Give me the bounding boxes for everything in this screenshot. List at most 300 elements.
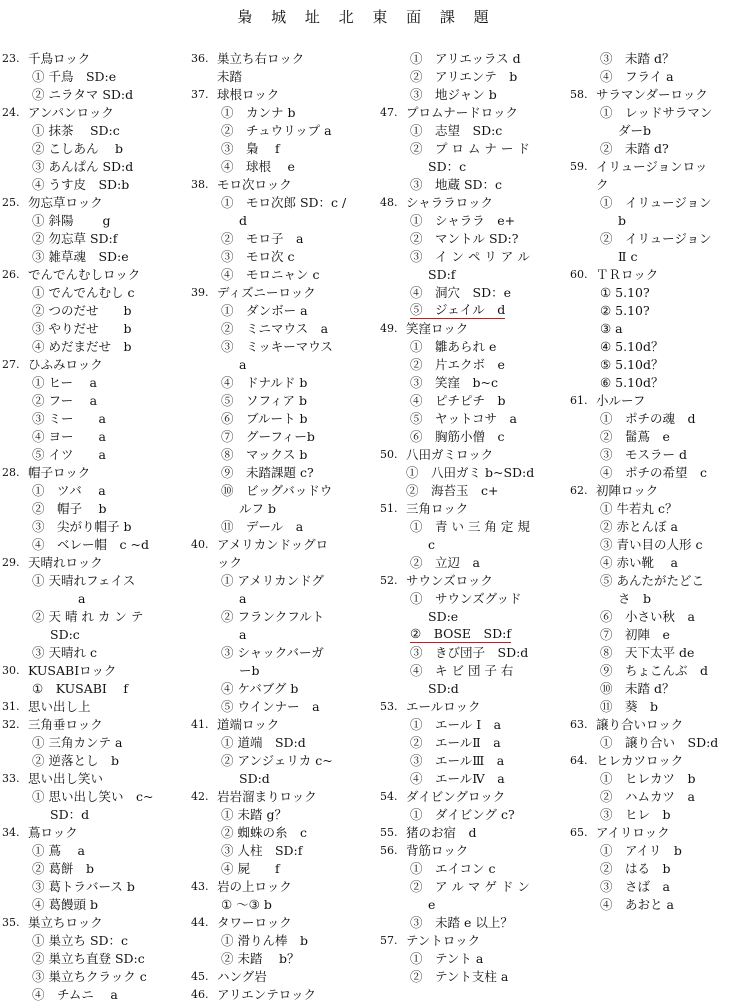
- crag-heading: [2, 662, 183, 680]
- route-text: ② ミニマウス a: [221, 321, 329, 336]
- route-text: ① ヒー a: [32, 375, 97, 390]
- route-text: ① エール Ⅰ a: [410, 717, 502, 732]
- route-text: ④ 球根 e: [221, 159, 295, 174]
- route-line: [2, 140, 183, 158]
- route-line: [570, 626, 730, 644]
- route-text: ⑧ 天下太平 de: [600, 645, 695, 660]
- route-line: [2, 338, 183, 356]
- route-text: ③ a: [600, 321, 623, 336]
- crag-heading: [570, 716, 730, 734]
- crag-heading: [380, 572, 562, 590]
- route-text: ③ 地蔵 SD：c: [410, 177, 503, 192]
- crag-heading: [2, 770, 183, 788]
- route-line: [380, 68, 562, 86]
- route-line: [191, 698, 372, 716]
- route-text: ③ 巣立ちクラック c: [32, 969, 147, 984]
- crag-number: 53.: [380, 700, 398, 713]
- crag-name: 巣立ちロック: [28, 915, 103, 930]
- crag-number: 34.: [2, 826, 20, 839]
- route-text: ① 八田ガミ b~SD:d: [406, 465, 535, 480]
- route-line: [191, 302, 372, 320]
- route-line: [2, 734, 183, 752]
- crag-number: 29.: [2, 556, 20, 569]
- route-line: [380, 968, 562, 986]
- route-text: ② 5.10?: [600, 303, 650, 318]
- route-text: ⑩ 未踏 d？: [600, 681, 675, 696]
- crag-heading: [2, 50, 183, 68]
- route-line: [2, 500, 183, 518]
- route-text: ① イリュージョン: [600, 195, 712, 210]
- route-line: [191, 824, 372, 842]
- route-text: ③ シャックバーガ: [221, 645, 324, 660]
- route-line: [570, 572, 730, 590]
- route-text: ① シャララ e+: [410, 213, 516, 228]
- crag-name: ディズニーロック: [217, 285, 316, 300]
- route-text: ② フー a: [32, 393, 98, 408]
- route-text: ① レッドサラマン: [600, 105, 713, 120]
- route-line: [570, 806, 730, 824]
- crag-number: 36.: [191, 52, 209, 65]
- crag-number: 60.: [570, 268, 588, 281]
- route-line: [2, 680, 183, 698]
- route-line: [570, 50, 730, 68]
- route-text: ③ 梟 f: [221, 141, 280, 156]
- crag-number: 31.: [2, 700, 20, 713]
- route-text: ② 巣立ち直登 SD:c: [32, 951, 145, 966]
- crag-number: 48.: [380, 196, 398, 209]
- route-line: [2, 212, 183, 230]
- route-text: a: [239, 357, 247, 372]
- route-line: [2, 536, 183, 554]
- route-line: [191, 608, 372, 626]
- crag-name: 帽子ロック: [28, 465, 91, 480]
- route-text: ② 勿忘草 SD:f: [32, 231, 118, 246]
- route-text: ③ 青い目の人形 c: [600, 537, 703, 552]
- crag-heading: [570, 266, 730, 284]
- route-text: ⑥ 5.10d？: [600, 375, 664, 390]
- route-line: [570, 428, 730, 446]
- route-line: [191, 212, 372, 230]
- route-text: ① ヒレカツ b: [600, 771, 696, 786]
- crag-number: 43.: [191, 880, 209, 893]
- route-text: SD:c: [50, 627, 80, 642]
- crag-name: イリュージョンロッ: [596, 159, 708, 174]
- crag-number: 45.: [191, 970, 209, 983]
- crag-heading: [191, 968, 372, 986]
- route-text: ③ モロ次 c: [221, 249, 295, 264]
- crag-heading: [191, 86, 372, 104]
- route-line: [2, 626, 183, 644]
- route-line: [570, 500, 730, 518]
- crag-number: 55.: [380, 826, 398, 839]
- crag-name: 三角ロック: [406, 501, 469, 516]
- route-column-1: [2, 50, 183, 1004]
- route-line: [191, 500, 372, 518]
- crag-name: 蔦ロック: [28, 825, 78, 840]
- crag-heading: [380, 500, 562, 518]
- route-line: [570, 446, 730, 464]
- route-line: [380, 554, 562, 572]
- crag-heading: [191, 284, 372, 302]
- route-line: [380, 122, 562, 140]
- route-text: ⑧ マックス b: [221, 447, 308, 462]
- crag-heading: [570, 482, 730, 500]
- route-text: ③ ミー a: [32, 411, 106, 426]
- route-line: [380, 464, 562, 482]
- crag-heading: [191, 986, 372, 1004]
- route-line: [2, 986, 183, 1004]
- route-column-3: [380, 50, 562, 986]
- crag-heading: [570, 158, 730, 176]
- route-line: [2, 158, 183, 176]
- crag-heading: [380, 842, 562, 860]
- route-line: [380, 734, 562, 752]
- route-text: SD:f: [428, 267, 456, 282]
- route-text: ⑤ イツ a: [32, 447, 106, 462]
- route-line: [191, 734, 372, 752]
- crag-heading: [2, 824, 183, 842]
- crag-name: ハング岩: [217, 969, 267, 984]
- route-text: ⑤ ソフィア b: [221, 393, 307, 408]
- route-text: ① カンナ b: [221, 105, 296, 120]
- route-line: [570, 554, 730, 572]
- route-line: [191, 464, 372, 482]
- route-line: [191, 752, 372, 770]
- route-text: ③ きび団子 SD:d: [410, 645, 529, 660]
- route-text: ダーb: [618, 123, 652, 138]
- route-text: ⑨ ちょこんぶ d: [600, 663, 709, 678]
- route-text: 未踏: [217, 69, 243, 84]
- crag-name: プロムナードロック: [406, 105, 519, 120]
- route-text: ① ポチの魂 d: [600, 411, 696, 426]
- route-line: [2, 302, 183, 320]
- route-line: [570, 464, 730, 482]
- route-line: [191, 644, 372, 662]
- crag-heading: [380, 446, 562, 464]
- route-line: [570, 212, 730, 230]
- route-text: ④ フライ a: [600, 69, 674, 84]
- route-text: ルフ b: [239, 501, 276, 516]
- route-text: SD:d: [239, 771, 270, 786]
- route-text: c: [428, 537, 436, 552]
- route-text: ② こしあん b: [32, 141, 123, 156]
- crag-number: 44.: [191, 916, 209, 929]
- route-text: ③ イ ン ペ リ ア ル: [410, 249, 530, 264]
- route-line: [380, 590, 562, 608]
- route-line: [2, 428, 183, 446]
- crag-number: 58.: [570, 88, 588, 101]
- crag-name: エールロック: [406, 699, 481, 714]
- route-line: [570, 194, 730, 212]
- route-text: SD:e: [428, 609, 459, 624]
- route-text: ⑦ グーフィーb: [221, 429, 315, 444]
- route-line: [2, 446, 183, 464]
- route-line: [570, 680, 730, 698]
- route-line: [191, 68, 372, 86]
- crag-number: 42.: [191, 790, 209, 803]
- route-text: ⑥ 胸筋小僧 c: [410, 429, 505, 444]
- route-text: a: [239, 627, 247, 642]
- route-line: [191, 806, 372, 824]
- route-line: [191, 626, 372, 644]
- crag-number: 59.: [570, 160, 588, 173]
- crag-heading: [2, 554, 183, 572]
- route-line: [380, 860, 562, 878]
- route-text: ① 道端 SD:d: [221, 735, 306, 750]
- route-text: ① 天晴れフェイス: [32, 573, 136, 588]
- route-line: [570, 374, 730, 392]
- crag-number: 41.: [191, 718, 209, 731]
- crag-number: 51.: [380, 502, 398, 515]
- crag-number: 38.: [191, 178, 209, 191]
- crag-name: サウンズロック: [406, 573, 493, 588]
- route-text: ② 海苔玉 c+: [406, 483, 499, 498]
- route-text: ④ エールⅣ a: [410, 771, 505, 786]
- crag-name: シャララロック: [406, 195, 494, 210]
- route-text: a: [239, 591, 247, 606]
- crag-heading: [191, 50, 372, 68]
- route-text: ① アリエッラス d: [410, 51, 521, 66]
- route-text: ④ うす皮 SD:b: [32, 177, 130, 192]
- route-line: [2, 410, 183, 428]
- crag-name: 笑窪ロック: [406, 321, 469, 336]
- route-line: [2, 86, 183, 104]
- route-line: [2, 644, 183, 662]
- route-line: [2, 176, 183, 194]
- route-column-4: [570, 50, 730, 914]
- route-line: [191, 428, 372, 446]
- crag-number: 30.: [2, 664, 20, 677]
- route-text: SD:d: [428, 681, 459, 696]
- route-text: ② 逆落とし b: [32, 753, 119, 768]
- route-line: [191, 356, 372, 374]
- route-line: [2, 248, 183, 266]
- route-text: ② ニラタマ SD:d: [32, 87, 134, 102]
- crag-name: ヒレカツロック: [596, 753, 684, 768]
- crag-name: テントロック: [406, 933, 481, 948]
- route-text: ② 未踏 b？: [221, 951, 300, 966]
- route-column-2: [191, 50, 372, 1004]
- route-text: ① 5.10?: [600, 285, 650, 300]
- route-text: ③ 葛トラバース b: [32, 879, 135, 894]
- route-line: [570, 410, 730, 428]
- route-text: ③ ヒレ b: [600, 807, 671, 822]
- route-text: ② ハムカツ a: [600, 789, 695, 804]
- crag-name: モロ次ロック: [217, 177, 292, 192]
- route-line: [570, 662, 730, 680]
- crag-name: 背筋ロック: [406, 843, 469, 858]
- route-line: [191, 950, 372, 968]
- route-line: [191, 266, 372, 284]
- route-text: ⑥ 小さい秋 a: [600, 609, 695, 624]
- route-text: ② フランクフルト: [221, 609, 325, 624]
- route-line: [380, 212, 562, 230]
- route-text: ① 三角カンテ a: [32, 735, 123, 750]
- crag-name: アンパンロック: [28, 105, 114, 120]
- route-text: ④ ドナルド b: [221, 375, 308, 390]
- route-text: ーb: [239, 663, 260, 678]
- crag-number: 32.: [2, 718, 20, 731]
- route-line: [380, 248, 562, 266]
- route-line: [2, 860, 183, 878]
- crag-number: 50.: [380, 448, 398, 461]
- route-text: d: [239, 213, 248, 228]
- route-line: [191, 842, 372, 860]
- route-text: ⑦ 初陣 e: [600, 627, 670, 642]
- route-line: [191, 554, 372, 572]
- route-line: [191, 446, 372, 464]
- route-line: [570, 284, 730, 302]
- route-line: [570, 788, 730, 806]
- route-text: ① 雛あられ e: [410, 339, 497, 354]
- route-line: [2, 806, 183, 824]
- route-text: ④ 屍 f: [221, 861, 280, 876]
- route-line: [380, 140, 562, 158]
- route-text: ③ 未踏 e 以上？: [410, 915, 513, 930]
- crag-number: 56.: [380, 844, 398, 857]
- route-line: [380, 338, 562, 356]
- route-line: [570, 698, 730, 716]
- route-line: [380, 284, 562, 302]
- route-line: [2, 950, 183, 968]
- route-text: ② モロ子 a: [221, 231, 304, 246]
- crag-heading: [2, 104, 183, 122]
- route-line: [570, 770, 730, 788]
- route-line: [380, 428, 562, 446]
- route-text: SD：d: [50, 807, 90, 822]
- route-line: [380, 158, 562, 176]
- route-line: [380, 176, 562, 194]
- route-text: ③ さば a: [600, 879, 670, 894]
- crag-number: 28.: [2, 466, 20, 479]
- crag-number: 39.: [191, 286, 209, 299]
- crag-name: 勿忘草ロック: [28, 195, 103, 210]
- crag-name: 岩岩溜まりロック: [217, 789, 317, 804]
- route-line: [570, 518, 730, 536]
- crag-name: 思い出し上: [28, 699, 91, 714]
- route-text: ④ めだまだせ b: [32, 339, 132, 354]
- route-text: ④ ピチピチ b: [410, 393, 506, 408]
- crag-number: 52.: [380, 574, 398, 587]
- route-line: [570, 878, 730, 896]
- route-line: [2, 878, 183, 896]
- route-line: [570, 536, 730, 554]
- route-text: ③ 雑草魂 SD:e: [32, 249, 129, 264]
- route-line: [380, 752, 562, 770]
- route-line: [380, 482, 562, 500]
- route-line: [2, 284, 183, 302]
- route-text: ④ ヨー a: [32, 429, 106, 444]
- crag-name: サラマンダーロック: [596, 87, 708, 102]
- route-line: [570, 104, 730, 122]
- crag-number: 25.: [2, 196, 20, 209]
- crag-heading: [2, 194, 183, 212]
- route-line: [191, 932, 372, 950]
- route-line: [191, 230, 372, 248]
- crag-number: 35.: [2, 916, 20, 929]
- crag-name: 球根ロック: [217, 87, 280, 102]
- crag-heading: [2, 464, 183, 482]
- route-text: ① 牛若丸 c？: [600, 501, 678, 516]
- route-text: ⑤ あんたがたどこ: [600, 573, 704, 588]
- route-line: [570, 644, 730, 662]
- route-text: ④ ベレー帽 c ~d: [32, 537, 149, 552]
- crag-name: でんでんむしロック: [28, 267, 141, 282]
- crag-name: ダイビングロック: [406, 789, 506, 804]
- route-line: [570, 320, 730, 338]
- route-line: [380, 86, 562, 104]
- crag-heading: [570, 824, 730, 842]
- route-line: [191, 374, 372, 392]
- route-line: [2, 230, 183, 248]
- crag-name: ＴＲロック: [596, 267, 659, 282]
- crag-number: 61.: [570, 394, 588, 407]
- route-text: ② 未踏 d?: [600, 141, 669, 156]
- route-text: ② BOSE SD:f: [410, 626, 511, 641]
- route-text: ⑤ 5.10d？: [600, 357, 664, 372]
- route-line: [2, 392, 183, 410]
- route-line: [2, 788, 183, 806]
- crag-name: 譲り合いロック: [596, 717, 684, 732]
- route-text: ① ツバ a: [32, 483, 106, 498]
- crag-heading: [380, 194, 562, 212]
- route-text: ② エールⅡ a: [410, 735, 501, 750]
- route-line: [380, 644, 562, 662]
- route-line: [191, 194, 372, 212]
- crag-heading: [2, 716, 183, 734]
- route-line: [380, 356, 562, 374]
- route-text: ② 帽子 b: [32, 501, 107, 516]
- crag-number: 62.: [570, 484, 588, 497]
- crag-heading: [380, 788, 562, 806]
- route-line: [570, 734, 730, 752]
- route-line: [2, 968, 183, 986]
- route-text: ② テント支柱 a: [410, 969, 509, 984]
- route-text: ① 千鳥 SD:e: [32, 69, 117, 84]
- route-line: [570, 896, 730, 914]
- route-line: [570, 842, 730, 860]
- crag-heading: [191, 788, 372, 806]
- route-text: ② アリエンテ b: [410, 69, 518, 84]
- route-text: ② 片エクボ e: [410, 357, 505, 372]
- route-text: ③ 笑窪 b~c: [410, 375, 498, 390]
- route-line: [191, 572, 372, 590]
- route-text: ② ア ル マ ゲ ド ン: [410, 879, 530, 894]
- route-text: ① 斜陽 g: [32, 213, 111, 228]
- route-text: ⑪ 葵 b: [600, 699, 659, 714]
- route-text: b: [618, 213, 627, 228]
- route-text: ④ ポチの希望 c: [600, 465, 708, 480]
- crag-number: 49.: [380, 322, 398, 335]
- route-text: ④ 赤い靴 a: [600, 555, 678, 570]
- route-text: ① 思い出し笑い c~: [32, 789, 154, 804]
- crag-number: 26.: [2, 268, 20, 281]
- route-line: [191, 104, 372, 122]
- route-text: ③ 天晴れ c: [32, 645, 97, 660]
- route-text: ② チュウリップ a: [221, 123, 332, 138]
- crag-name: アイリロック: [596, 825, 670, 840]
- crag-name: アリエンテロック: [217, 987, 317, 1002]
- route-line: [570, 338, 730, 356]
- crag-heading: [2, 356, 183, 374]
- route-line: [380, 392, 562, 410]
- route-text: ① KUSABI f: [32, 681, 128, 696]
- route-text: ① ～③ b: [221, 897, 272, 912]
- route-text: ② 天 晴 れ カ ン テ: [32, 609, 144, 624]
- route-line: [2, 320, 183, 338]
- route-line: [570, 248, 730, 266]
- page-title: 梟 城 址 北 東 面 課 題: [237, 8, 496, 26]
